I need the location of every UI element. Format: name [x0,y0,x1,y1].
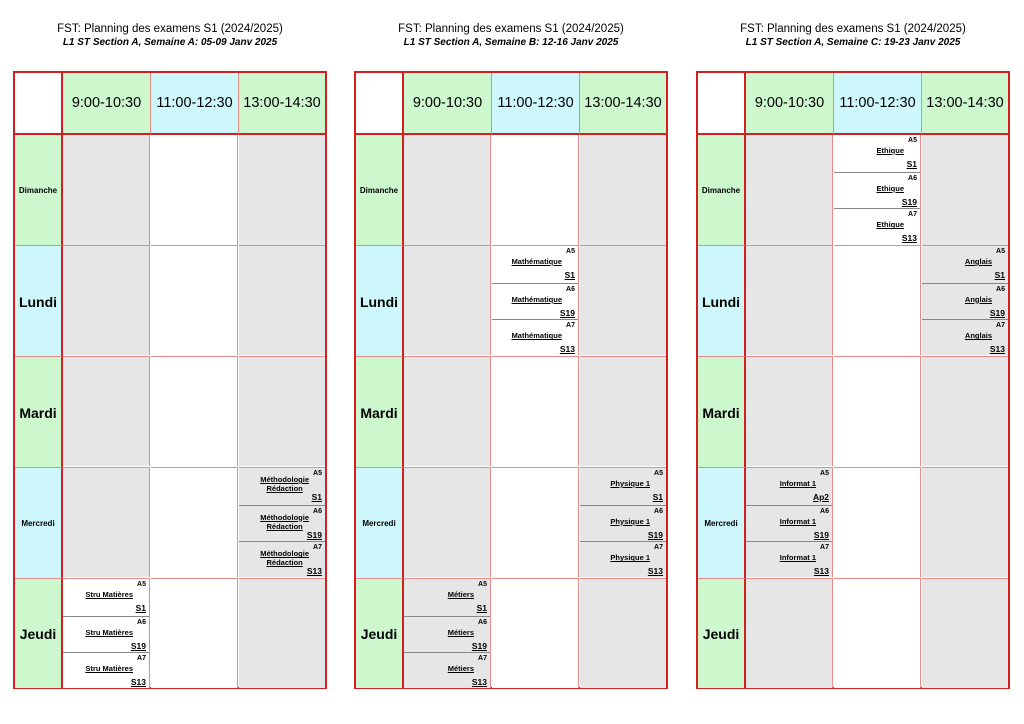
slot-header-3: 13:00-14:30 [239,73,325,135]
exam-entry [404,616,490,653]
exam-entry [239,505,325,542]
module-name: Méthodologie Rédaction [260,475,309,493]
week-a-schedule [13,0,327,724]
exam-entry [63,652,149,689]
exam-entry [239,468,325,505]
module-name: Anglais [964,331,992,341]
cell-empty [492,578,579,688]
exam-entry [834,172,920,209]
module-name: Informat 1 [779,553,816,563]
cell-empty [834,467,921,577]
room-label: S19 [306,529,322,540]
amphi-label: A6 [996,285,1005,293]
amphi-label: A5 [566,248,575,255]
cell-empty [63,356,150,466]
module-name: Physique 1 [610,553,650,563]
exam-entry [580,505,666,542]
amphi-label: A5 [313,470,322,477]
cell-empty [151,135,238,245]
exam-entry [922,246,1008,283]
cell-empty [834,245,921,355]
cell-empty [746,245,833,355]
amphi-label: A7 [654,544,663,552]
module-name: Anglais [964,257,992,266]
day-dimanche: Dimanche [698,135,746,245]
amphi-label: A6 [137,618,146,626]
module-name: Mathématique [511,294,562,304]
cell-empty [746,356,833,466]
exam-cell [492,245,579,355]
exam-entry [63,616,149,653]
module-name: Métiers [447,590,474,599]
cell-empty [492,467,579,577]
room-label: S19 [901,196,917,207]
exam-entry [746,541,832,578]
room-label: S1 [135,603,146,613]
schedule-grid [13,71,327,689]
day-lundi: Lundi [15,245,63,357]
cell-empty [63,135,150,245]
schedule-grid [354,71,668,689]
amphi-label: A5 [478,581,487,588]
cell-empty [404,245,491,355]
cell-empty [63,245,150,355]
amphi-label: A7 [908,211,917,219]
cell-empty [151,245,238,355]
day-lundi: Lundi [698,245,746,357]
amphi-label: A7 [478,655,487,663]
grid-corner [15,73,63,135]
slot-header-3: 13:00-14:30 [922,73,1008,135]
schedule-grid [696,71,1010,689]
exam-entry [404,652,490,689]
module-name: Physique 1 [610,516,650,526]
cell-empty [404,467,491,577]
amphi-label: A6 [654,507,663,515]
cell-empty [63,467,150,577]
slot-header-1: 9:00-10:30 [746,73,834,135]
schedule-subtitle: L1 ST Section A, Semaine C: 19-23 Janv 2025 [745,37,961,48]
module-name: Informat 1 [779,516,816,526]
cell-empty [922,135,1008,245]
room-label: S1 [652,492,663,502]
room-label: S19 [813,529,829,540]
module-name: Métiers [447,664,474,674]
slot-header-2: 11:00-12:30 [151,73,239,135]
cell-empty [922,578,1008,688]
day-mercredi: Mercredi [15,467,63,579]
schedule-title: FST: Planning des examens S1 (2024/2025) [57,23,283,35]
exam-cell [834,135,921,245]
module-name: Stru Matières [85,664,133,674]
slot-header-2: 11:00-12:30 [834,73,922,135]
room-label: S13 [471,677,487,688]
module-name: Mathématique [511,257,562,266]
room-label: S1 [311,492,322,502]
exam-entry [580,468,666,505]
slot-header-1: 9:00-10:30 [404,73,492,135]
slot-header-3: 13:00-14:30 [580,73,666,135]
room-label: S1 [906,159,917,169]
schedule-title: FST: Planning des examens S1 (2024/2025) [740,23,966,35]
schedule-subtitle: L1 ST Section A, Semaine B: 12-16 Janv 2025 [403,37,619,48]
amphi-label: A6 [478,618,487,626]
cell-empty [151,467,238,577]
grid-corner [698,73,746,135]
cell-empty [404,135,491,245]
room-label: S19 [130,640,146,651]
day-dimanche: Dimanche [15,135,63,245]
room-label: S13 [130,677,146,688]
room-label: S13 [989,344,1005,355]
exam-entry [580,541,666,578]
day-mercredi: Mercredi [698,467,746,579]
room-label: S13 [901,233,917,244]
room-label: Ap2 [812,492,829,502]
amphi-label: A6 [313,507,322,515]
exam-entry [922,319,1008,356]
module-name: Stru Matières [85,627,133,637]
exam-entry [746,468,832,505]
cell-empty [580,356,666,466]
module-name: Ethique [876,183,904,193]
exam-entry [834,208,920,245]
module-name: Stru Matières [85,590,133,599]
amphi-label: A5 [654,470,663,477]
day-jeudi: Jeudi [698,578,746,688]
room-label: S19 [647,529,663,540]
cell-empty [834,356,921,466]
day-dimanche: Dimanche [356,135,404,245]
module-name: Anglais [964,294,992,304]
cell-empty [239,135,325,245]
module-name: Métiers [447,627,474,637]
exam-cell [404,578,491,688]
room-label: S13 [813,566,829,577]
module-name: Ethique [876,220,904,230]
day-mercredi: Mercredi [356,467,404,579]
exam-entry [834,135,920,172]
exam-cell [922,245,1008,355]
amphi-label: A6 [820,507,829,515]
amphi-label: A6 [566,285,575,293]
cell-empty [580,578,666,688]
module-name: Physique 1 [610,479,650,488]
slot-header-2: 11:00-12:30 [492,73,580,135]
room-label: S19 [471,640,487,651]
amphi-label: A6 [908,174,917,182]
cell-empty [239,245,325,355]
cell-empty [746,578,833,688]
cell-empty [492,356,579,466]
cell-empty [580,245,666,355]
module-name: Ethique [876,146,904,155]
exam-entry [492,246,578,283]
amphi-label: A7 [313,544,322,552]
amphi-label: A7 [996,322,1005,330]
amphi-label: A5 [996,248,1005,255]
exam-entry [63,579,149,616]
week-c-schedule [696,0,1010,724]
day-mardi: Mardi [698,356,746,468]
room-label: S13 [306,566,322,577]
exam-entry [492,319,578,356]
cell-empty [922,356,1008,466]
cell-empty [746,135,833,245]
day-lundi: Lundi [356,245,404,357]
cell-empty [151,356,238,466]
schedule-title: FST: Planning des examens S1 (2024/2025) [398,23,624,35]
module-name: Méthodologie Rédaction [260,549,309,568]
exam-cell [746,467,833,577]
exam-entry [922,283,1008,320]
grid-corner [356,73,404,135]
day-mardi: Mardi [15,356,63,468]
cell-empty [834,578,921,688]
exam-entry [404,579,490,616]
room-label: S1 [564,270,575,280]
schedule-subtitle: L1 ST Section A, Semaine A: 05-09 Janv 2025 [62,37,278,48]
amphi-label: A7 [566,322,575,330]
module-name: Méthodologie Rédaction [260,512,309,531]
cell-empty [492,135,579,245]
day-jeudi: Jeudi [15,578,63,688]
day-jeudi: Jeudi [356,578,404,688]
cell-empty [922,467,1008,577]
exam-cell [239,467,325,577]
amphi-label: A5 [137,581,146,588]
amphi-label: A5 [820,470,829,477]
room-label: S13 [647,566,663,577]
room-label: S1 [994,270,1005,280]
cell-empty [404,356,491,466]
cell-empty [239,578,325,688]
exam-cell [580,467,666,577]
slot-header-1: 9:00-10:30 [63,73,151,135]
exam-entry [239,541,325,578]
cell-empty [151,578,238,688]
amphi-label: A7 [137,655,146,663]
exam-entry [746,505,832,542]
week-b-schedule [354,0,668,724]
room-label: S1 [476,603,487,613]
cell-empty [239,356,325,466]
exam-cell [63,578,150,688]
room-label: S13 [559,344,575,355]
exam-entry [492,283,578,320]
amphi-label: A7 [820,544,829,552]
cell-empty [580,135,666,245]
module-name: Informat 1 [779,479,816,488]
room-label: S19 [989,307,1005,318]
room-label: S19 [559,307,575,318]
module-name: Mathématique [511,331,562,341]
amphi-label: A5 [908,137,917,144]
day-mardi: Mardi [356,356,404,468]
